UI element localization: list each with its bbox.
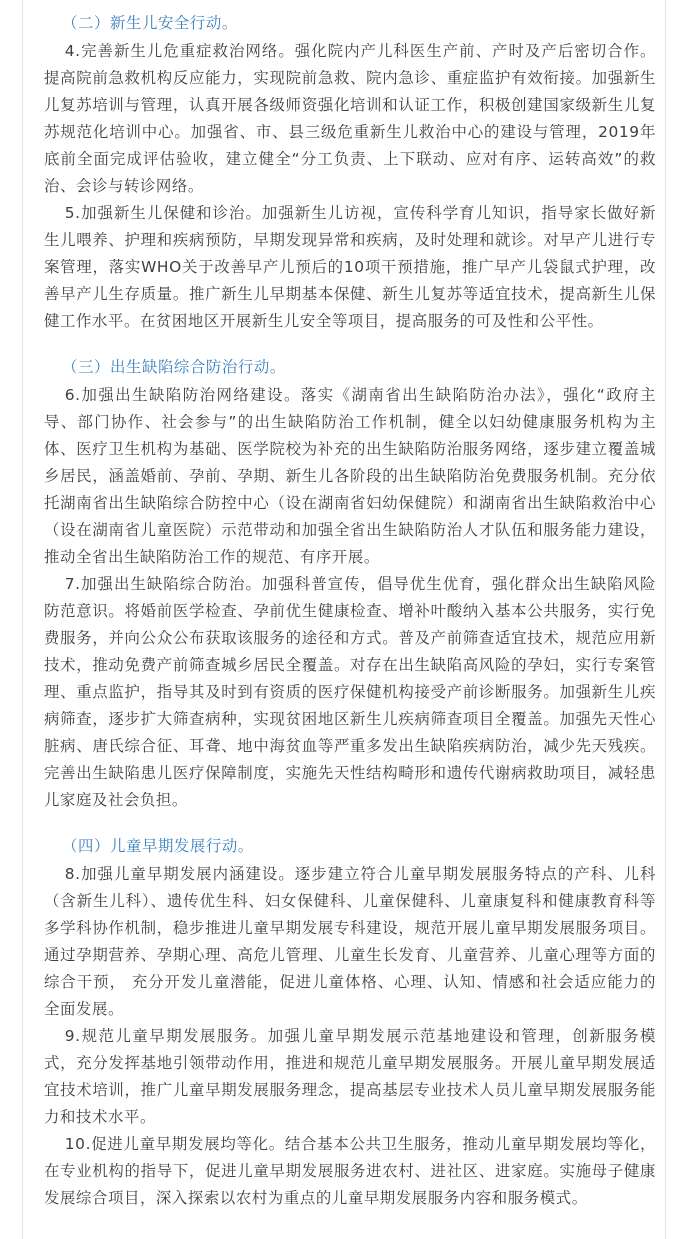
section-title: （三）出生缺陷综合防治行动。 bbox=[62, 358, 286, 376]
paragraph: 10.促进儿童早期发展均等化。结合基本公共卫生服务，推动儿童早期发展均等化，在专业机构的指导下，促进儿童早期发展服务进农村、进社区、进家庭。实施母子健康发展综合项目，深入探索以农村为重点的儿童早期发展服务内容和服务模式。 bbox=[44, 1135, 656, 1207]
section-early-childhood-development bbox=[44, 833, 656, 1212]
paragraph: 7.加强出生缺陷综合防治。加强科普宣传，倡导优生优育，强化群众出生缺陷风险防范意识。将婚前医学检查、孕前优生健康检查、增补叶酸纳入基本公共服务，实行免费服务，并向公众公布获取该服务的途径和方式。普及产前筛查适宜技术，规范应用新技术，推动免费产前筛查城乡居民全覆盖。对存在出生缺陷高风险的孕妇，实行专案管理、重点监护，指导其及时到有资质的医疗保健机构接受产前诊断服务。加强新生儿疾病筛查，逐步扩大筛查病种，实现贫困地区新生儿疾病筛查项目全覆盖。加强先天性心脏病、唐氏综合征、耳聋、地中海贫血等严重多发出生缺陷疾病防治，减少先天残疾。完善出生缺陷患儿医疗保障制度，实施先天性结构畸形和遗传代谢病救助项目，减轻患儿家庭及社会负担。 bbox=[44, 575, 656, 809]
article-body bbox=[44, 10, 656, 1231]
paragraph: 9.规范儿童早期发展服务。加强儿童早期发展示范基地建设和管理，创新服务模式，充分发挥基地引领带动作用，推进和规范儿童早期发展服务。开展儿童早期发展适宜技术培训，推广儿童早期发展服务理念，提高基层专业技术人员儿童早期发展服务能力和技术水平。 bbox=[44, 1027, 656, 1126]
paragraph: 5.加强新生儿保健和诊治。加强新生儿访视，宣传科学育儿知识，指导家长做好新生儿喂养、护理和疾病预防，早期发现异常和疾病，及时处理和就诊。对早产儿进行专案管理，落实WHO关于改善早产儿预后的10项干预措施，推广早产儿袋鼠式护理，改善早产儿生存质量。推广新生儿早期基本保健、新生儿复苏等适宜技术，提高新生儿保健工作水平。在贫困地区开展新生儿安全等项目，提高服务的可及性和公平性。 bbox=[44, 204, 656, 330]
section-birth-defect-prevention bbox=[44, 354, 656, 814]
section-newborn-safety bbox=[44, 10, 656, 335]
paragraph: 4.完善新生儿危重症救治网络。强化院内产儿科医生产前、产时及产后密切合作。提高院前急救机构反应能力，实现院前急救、院内急诊、重症监护有效衔接。加强新生儿复苏培训与管理，认真开展各级师资强化培训和认证工作，积极创建国家级新生儿复苏规范化培训中心。加强省、市、县三级危重新生儿救治中心的建设与管理，2019年底前全面完成评估验收，建立健全“分工负责、上下联动、应对有序、运转高效”的救治、会诊与转诊网络。 bbox=[44, 42, 656, 195]
section-title: （二）新生儿安全行动。 bbox=[62, 14, 238, 32]
paragraph: 8.加强儿童早期发展内涵建设。逐步建立符合儿童早期发展服务特点的产科、儿科（含新生儿科）、遗传优生科、妇女保健科、儿童保健科、儿童康复科和健康教育科等多学科协作机制，稳步推进儿童早期发展专科建设，规范开展儿童早期发展服务项目。通过孕期营养、孕期心理、高危儿管理、儿童生长发育、儿童营养、儿童心理等方面的综合干预， 充分开发儿童潜能，促进儿童体格、心理、认知、情感和社会适应能力的全面发展。 bbox=[44, 865, 656, 1018]
section-title: （四）儿童早期发展行动。 bbox=[62, 837, 254, 855]
paragraph: 6.加强出生缺陷防治网络建设。落实《湖南省出生缺陷防治办法》，强化“政府主导、部门协作、社会参与”的出生缺陷防治工作机制，健全以妇幼健康服务机构为主体、医疗卫生机构为基础、医学院校为补充的出生缺陷防治服务网络，逐步建立覆盖城乡居民，涵盖婚前、孕前、孕期、新生儿各阶段的出生缺陷防治免费服务机制。充分依托湖南省出生缺陷综合防控中心（设在湖南省妇幼保健院）和湖南省出生缺陷救治中心（设在湖南省儿童医院）示范带动和加强全省出生缺陷防治人才队伍和服务能力建设，推动全省出生缺陷防治工作的规范、有序开展。 bbox=[44, 386, 656, 566]
